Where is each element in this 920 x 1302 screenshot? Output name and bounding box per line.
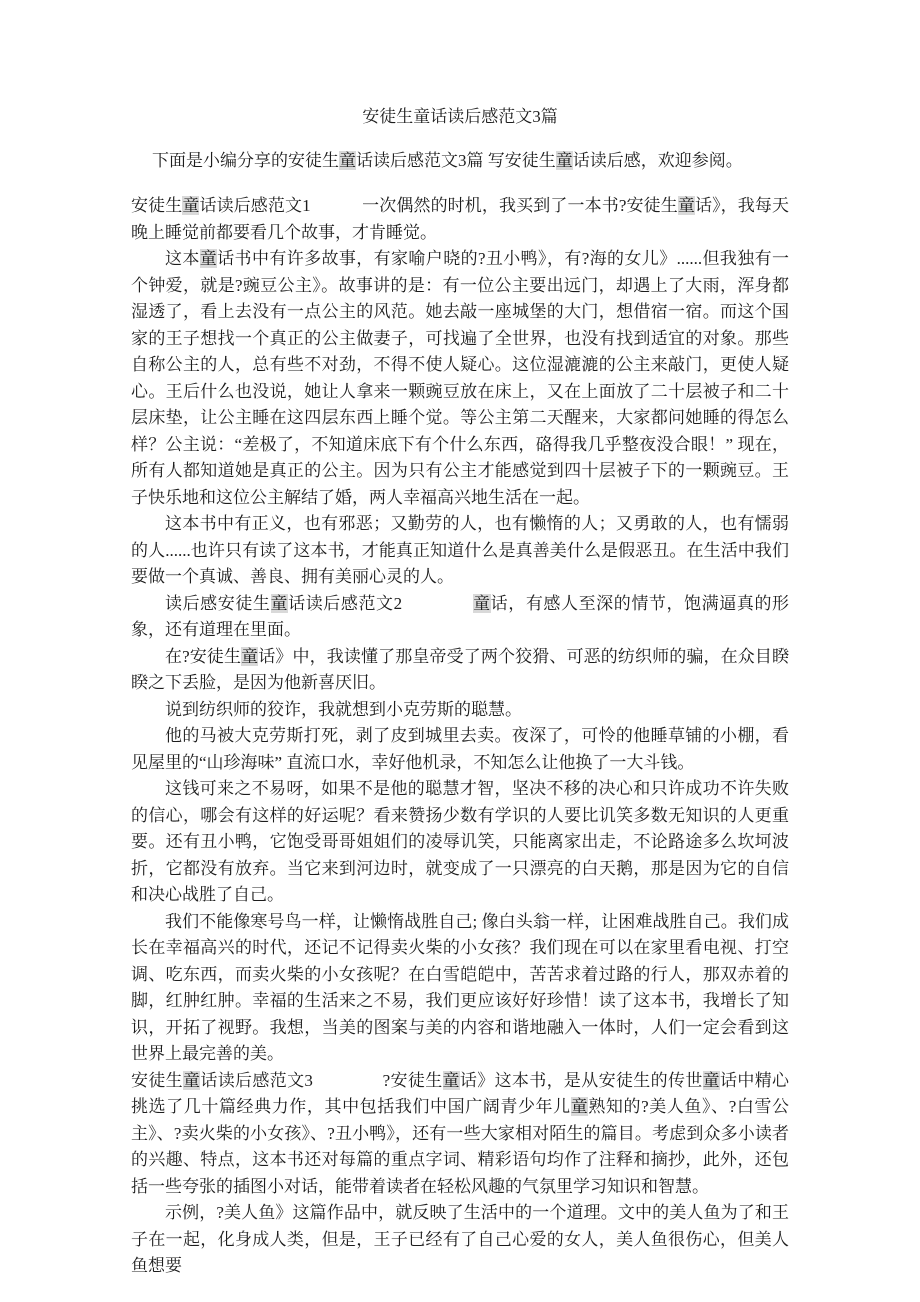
paragraph: 示例，?美人鱼》这篇作品中，就反映了生活中的一个道理。文中的美人鱼为了和王子在一起，化身成人类，但是，王子已经有了自己心爱的女人，美人鱼很伤心，但美人鱼想要 bbox=[131, 1203, 789, 1275]
document-body bbox=[131, 193, 789, 1280]
char-shading-highlight: 童 bbox=[570, 1097, 589, 1116]
paragraph: 这本书中有正义，也有邪恶；又勤劳的人，也有懒惰的人；又勇敢的人，也有懦弱的人......也许只有读了这本书，才能真正知道什么是真善美什么是假恶丑。在生活中我们要做一个真诚、善良、拥有美丽心灵的人。 bbox=[131, 514, 789, 586]
paragraph-section2-heading: 读后感安徒生童话读后感范文2 童话，有感人至深的情节，饱满逼真的形象，还有道理在里面。 bbox=[131, 593, 790, 639]
char-shading-highlight: 童 bbox=[339, 150, 356, 170]
paragraph: 说到纺织师的狡诈，我就想到小克劳斯的聪慧。 bbox=[165, 699, 522, 719]
char-shading-highlight: 童 bbox=[182, 196, 200, 215]
char-shading-highlight: 童 bbox=[241, 646, 259, 666]
char-shading-highlight: 童 bbox=[677, 196, 695, 215]
paragraph: 这本童话书中有许多故事，有家喻户晓的?丑小鸭》，有?海的女儿》......但我独有一个钟爱，就是?豌豆公主》。故事讲的是：有一位公主要出远门，却遇上了大雨，浑身都湿透了，看上去没有一点公主的风范。她去敲一座城堡的大门，想借宿一宿。而这个国家的王子想找一个真正的公主做妻子，可找遍了全世界，也没有找到适宜的对象。那些自称公主的人，总有些不对劲，不得不使人疑心。这位湿漉漉的公主来敲门，更使人疑心。王后什么也没说，她让人拿来一颗豌豆放在床上，又在上面放了二十层被子和二十层床垫，让公主睡在这四层东西上睡个觉。等公主第二天醒来，大家都问她睡的得怎么样？公主说：“差极了，不知道床底下有个什么东西，硌得我几乎整夜没合眼！” 现在，所有人都知道她是真正的公主。因为只有公主才能感觉到四十层被子下的一颗豌豆。王子快乐地和这位公主解结了婚，两人幸福高兴地生活在一起。 bbox=[131, 249, 790, 507]
paragraph-section3-heading: 安徒生童话读后感范文3 ?安徒生童话》这本书，是从安徒生的传世童话中精心挑选了几十篇经典力作，其中包括我们中国广阔青少年儿童熟知的?美人鱼》、?白雪公主》、?卖火柴的小女孩》、?丑小鸭》，还有一些大家相对陌生的篇目。考虑到众多小读者的兴趣、特点，这本书还对每篇的重点字词、精彩语句均作了注释和摘抄，此外，还包括一些夸张的插图小对话，能带着读者在轻松风趣的气氛里学习知识和智慧。 bbox=[131, 1070, 790, 1196]
paragraph: 我们不能像寒号鸟一样，让懒惰战胜自己; 像白头翁一样，让困难战胜自己。我们成长在幸福高兴的时代，还记不记得卖火柴的小女孩？我们现在可以在家里看电视、打空调、吃东西，而卖火柴的小女孩呢？在白雪皑皑中，苦苦求着过路的行人，那双赤着的脚，红肿红肿。幸福的生活来之不易，我们更应该好好珍惜！读了这本书，我增长了知识，开拓了视野。我想，当美的图案与美的内容和谐地融入一体时，人们一定会看到这世界上最完善的美。 bbox=[131, 911, 789, 1063]
paragraph: 他的马被大克劳斯打死，剥了皮到城里去卖。夜深了，可怜的他睡草铺的小棚，看见屋里的“山珍海味” 直流口水，幸好他机录，不知怎么让他换了一大斗钱。 bbox=[131, 726, 789, 772]
char-shading-highlight: 童 bbox=[702, 1070, 721, 1090]
paragraph: 在?安徒生童话》中，我读懂了那皇帝受了两个狡猾、可恶的纺织师的骗，在众目睽睽之下丢脸，是因为他新喜厌旧。 bbox=[131, 646, 790, 692]
char-shading-highlight: 童 bbox=[555, 150, 573, 170]
char-shading-highlight: 童 bbox=[270, 593, 289, 613]
intro-paragraph: 下面是小编分享的安徒生童话读后感范文3篇 写安徒生童话读后感，欢迎参阅。 bbox=[152, 150, 743, 170]
document-title: 安徒生童话读后感范文3篇 bbox=[362, 107, 558, 126]
char-shading-highlight: 童 bbox=[183, 1070, 201, 1090]
char-shading-highlight: 童 bbox=[473, 593, 491, 613]
char-shading-highlight: 童 bbox=[442, 1070, 460, 1090]
paragraph-section1-heading: 安徒生童话读后感范文1 一次偶然的时机，我买到了一本书?安徒生童话》，我每天晚上睡觉前都要看几个故事，才肯睡觉。 bbox=[131, 196, 790, 242]
char-shading-highlight: 童 bbox=[199, 249, 218, 268]
paragraph: 这钱可来之不易呀，如果不是他的聪慧才智，坚决不移的决心和只许成功不许失败的信心，哪会有这样的好运呢？看来赞扬少数有学识的人要比讥笑多数无知识的人更重要。还有丑小鸭，它饱受哥哥姐姐们的凌辱讥笑，只能离家出走，不论路途多么坎坷波折，它都没有放弃。当它来到河边时，就变成了一只漂亮的白天鹅，那是因为它的自信和决心战胜了自己。 bbox=[131, 779, 789, 904]
